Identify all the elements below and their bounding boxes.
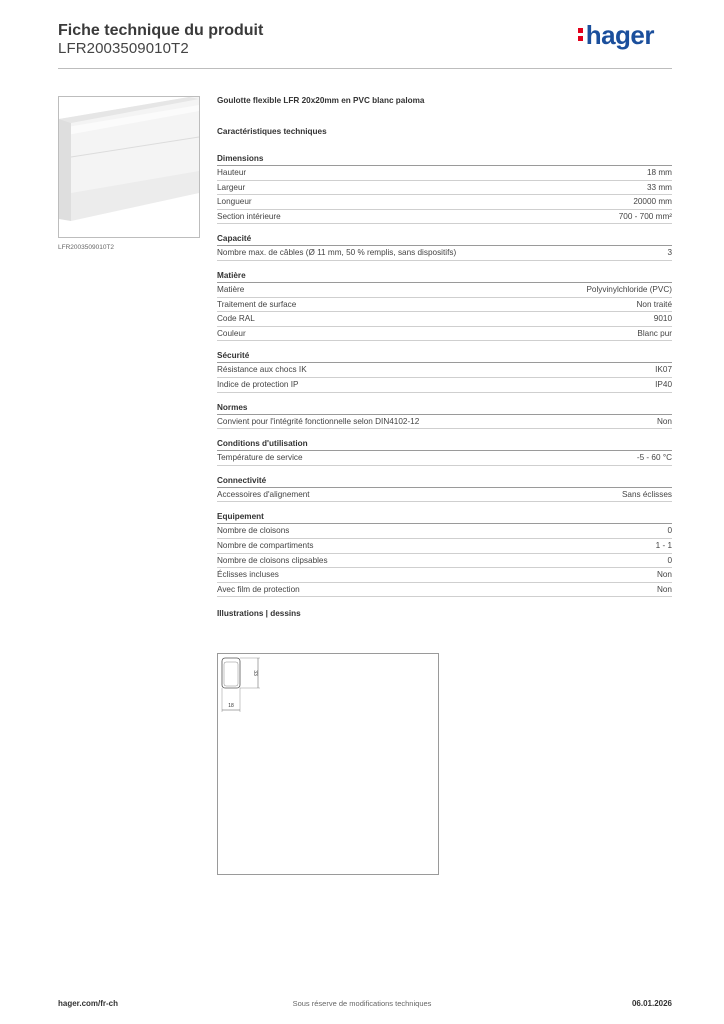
section-standards — [217, 401, 672, 430]
section-conditions — [217, 437, 672, 466]
spec-row — [217, 181, 672, 196]
spec-label: Convient pour l'intégrité fonctionnelle selon DIN4102-12 — [217, 416, 420, 426]
spec-label: Matière — [217, 284, 245, 294]
spec-value: 18 mm — [646, 168, 672, 177]
section-title: Connectivité — [217, 474, 672, 488]
spec-row — [217, 583, 672, 598]
spec-label: Nombre de cloisons — [217, 526, 290, 536]
spec-value: 3 — [667, 248, 672, 258]
spec-value: Polyvinylchloride (PVC) — [586, 284, 672, 294]
spec-row — [217, 166, 672, 181]
spec-label: Nombre de compartiments — [217, 540, 314, 550]
logo-text: hager — [585, 20, 654, 50]
product-description: Goulotte flexible LFR 20x20mm en PVC blanc paloma — [217, 96, 425, 105]
section-connectivity — [217, 474, 672, 503]
spec-label: Code RAL — [217, 314, 255, 324]
spec-row — [217, 327, 672, 342]
section-title: Matière — [217, 269, 672, 283]
spec-label: Traitement de surface — [217, 299, 297, 309]
spec-label: Indice de protection IP — [217, 379, 299, 389]
spec-label: Résistance aux chocs IK — [217, 365, 307, 375]
section-title: Equipement — [217, 510, 672, 524]
product-photo — [58, 96, 200, 238]
section-capacity — [217, 232, 672, 261]
spec-row — [217, 568, 672, 583]
spec-label: Éclisses incluses — [217, 570, 279, 580]
spec-label: Nombre de cloisons clipsables — [217, 555, 328, 565]
section-title: Capacité — [217, 232, 672, 246]
dimension-width-label: 18 — [228, 703, 234, 709]
spec-value: 0 — [667, 526, 672, 536]
spec-label: Hauteur — [217, 168, 247, 177]
cable-duct-icon — [59, 97, 199, 237]
product-reference: LFR2003509010T2 — [58, 40, 189, 57]
spec-label: Largeur — [217, 182, 246, 192]
spec-value: 9010 — [653, 314, 672, 324]
logo-dots-icon — [578, 26, 584, 44]
spec-row — [217, 283, 672, 298]
spec-label: Accessoires d'alignement — [217, 489, 310, 499]
hager-logo — [578, 20, 654, 51]
spec-row — [217, 312, 672, 327]
spec-value: Non — [656, 584, 672, 594]
section-title: Normes — [217, 401, 672, 415]
section-material — [217, 269, 672, 341]
spec-value: 0 — [667, 555, 672, 565]
section-title: Conditions d'utilisation — [217, 437, 672, 451]
spec-row — [217, 488, 672, 503]
spec-row — [217, 363, 672, 378]
cross-section-drawing — [218, 654, 438, 874]
spec-row — [217, 451, 672, 466]
spec-value: 700 - 700 mm² — [618, 211, 672, 221]
section-equipment — [217, 510, 672, 597]
spec-value: IP40 — [655, 379, 672, 389]
spec-value: 20000 mm — [633, 197, 672, 207]
spec-value: Sans éclisses — [621, 489, 672, 499]
spec-value: 33 mm — [646, 182, 672, 192]
spec-value: Non — [656, 570, 672, 580]
spec-value: Non traité — [636, 299, 672, 309]
section-safety — [217, 349, 672, 392]
footer-disclaimer: Sous réserve de modifications techniques — [292, 999, 432, 1008]
section-title: Sécurité — [217, 349, 672, 363]
spec-row — [217, 554, 672, 569]
spec-value: -5 - 60 °C — [636, 453, 672, 463]
dimension-height-label: 33 — [252, 670, 258, 676]
spec-row — [217, 246, 672, 261]
spec-label: Avec film de protection — [217, 584, 300, 594]
spec-label: Température de service — [217, 453, 303, 463]
page-header — [58, 22, 672, 69]
spec-row — [217, 524, 672, 539]
technical-drawing — [217, 653, 439, 875]
photo-caption: LFR2003509010T2 — [58, 244, 115, 251]
illustrations-title: Illustrations | dessins — [217, 609, 301, 619]
specifications-panel — [217, 96, 672, 625]
spec-row — [217, 210, 672, 225]
spec-row — [217, 298, 672, 313]
spec-row — [217, 539, 672, 554]
footer-website-link[interactable]: hager.com/fr-ch — [58, 999, 119, 1008]
spec-label: Longueur — [217, 197, 252, 207]
spec-row — [217, 195, 672, 210]
spec-value: IK07 — [655, 365, 672, 375]
spec-value: 1 - 1 — [655, 540, 672, 550]
section-title: Dimensions — [217, 152, 672, 166]
section-dimensions — [217, 152, 672, 224]
spec-value: Non — [656, 416, 672, 426]
footer-date: 06.01.2026 — [631, 999, 672, 1008]
spec-value: Blanc pur — [637, 328, 672, 338]
technical-title: Caractéristiques techniques — [217, 127, 327, 136]
spec-label: Couleur — [217, 328, 246, 338]
spec-label: Section intérieure — [217, 211, 281, 221]
spec-row — [217, 415, 672, 430]
document-title: Fiche technique du produit — [58, 22, 264, 39]
spec-row — [217, 378, 672, 393]
spec-label: Nombre max. de câbles (Ø 11 mm, 50 % remplis, sans dispositifs) — [217, 248, 457, 258]
